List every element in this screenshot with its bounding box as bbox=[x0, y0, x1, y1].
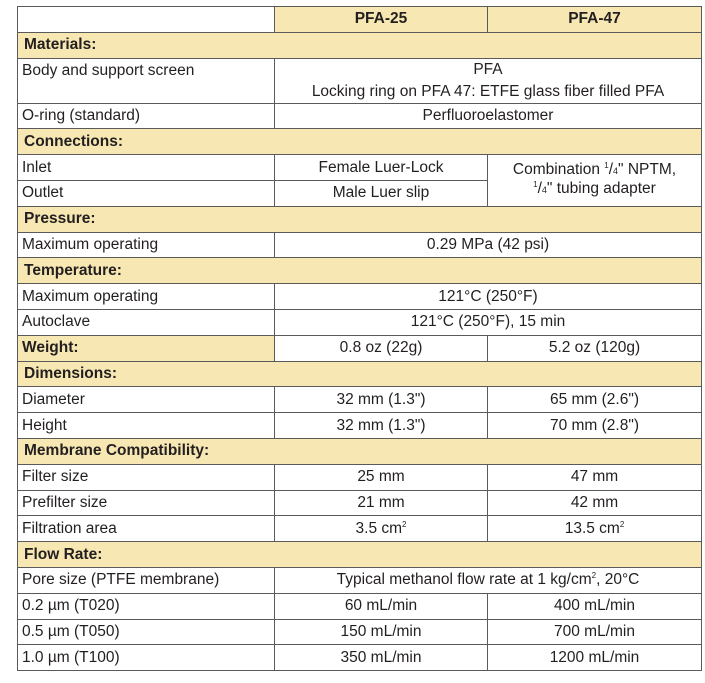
section-label: Pressure: bbox=[18, 206, 702, 232]
table-row bbox=[18, 232, 702, 258]
weight-pfa25: 0.8 oz (22g) bbox=[275, 335, 488, 361]
connections-pfa47 bbox=[488, 155, 702, 207]
header-pfa25: PFA-25 bbox=[275, 7, 488, 33]
row-label: O-ring (standard) bbox=[18, 103, 275, 129]
diameter-pfa25: 32 mm (1.3") bbox=[275, 387, 488, 413]
row-label: Outlet bbox=[18, 180, 275, 206]
row-label: Height bbox=[18, 413, 275, 439]
row-label: Filtration area bbox=[18, 516, 275, 542]
table-row bbox=[18, 309, 702, 335]
height-pfa25: 32 mm (1.3") bbox=[275, 413, 488, 439]
body-line1: PFA bbox=[473, 60, 503, 78]
row-label: Autoclave bbox=[18, 309, 275, 335]
table-row bbox=[18, 619, 702, 645]
flow-pfa25: 350 mL/min bbox=[275, 645, 488, 671]
row-label: Inlet bbox=[18, 155, 275, 181]
temperature-max-value: 121°C (250°F) bbox=[275, 284, 702, 310]
section-label: Membrane Compatibility: bbox=[18, 438, 702, 464]
section-connections bbox=[18, 129, 702, 155]
connections-pfa47-line1: Combination $^1$/4" NPTM, bbox=[512, 161, 677, 179]
table-row bbox=[18, 567, 702, 593]
diameter-pfa47: 65 mm (2.6") bbox=[488, 387, 702, 413]
section-weight: Weight: bbox=[18, 335, 275, 361]
row-label: Maximum operating bbox=[18, 284, 275, 310]
flow-pfa25: 150 mL/min bbox=[275, 619, 488, 645]
oring-value: Perfluoroelastomer bbox=[275, 103, 702, 129]
table-row bbox=[18, 58, 702, 103]
spec-table bbox=[17, 6, 702, 671]
header-row bbox=[18, 7, 702, 33]
table-row bbox=[18, 490, 702, 516]
pore-value: Typical methanol flow rate at 1 $kg/cm^2$, 20°C bbox=[275, 567, 702, 593]
section-label: Temperature: bbox=[18, 258, 702, 284]
header-blank bbox=[18, 7, 275, 33]
header-pfa47: PFA-47 bbox=[488, 7, 702, 33]
section-membrane bbox=[18, 438, 702, 464]
table-row bbox=[18, 464, 702, 490]
section-label: Flow Rate: bbox=[18, 542, 702, 568]
row-label: Filter size bbox=[18, 464, 275, 490]
row-label: Prefilter size bbox=[18, 490, 275, 516]
weight-pfa47: 5.2 oz (120g) bbox=[488, 335, 702, 361]
prefilter-pfa25: 21 mm bbox=[275, 490, 488, 516]
body-line2: Locking ring on PFA 47: ETFE glass fiber filled PFA bbox=[311, 82, 665, 100]
section-materials bbox=[18, 32, 702, 58]
body-value bbox=[275, 58, 702, 103]
row-label: Maximum operating bbox=[18, 232, 275, 258]
table-row bbox=[18, 413, 702, 439]
table-row bbox=[18, 645, 702, 671]
inlet-pfa25: Female Luer-Lock bbox=[275, 155, 488, 181]
autoclave-value: 121°C (250°F), 15 min bbox=[275, 309, 702, 335]
row-label: Pore size (PTFE membrane) bbox=[18, 567, 275, 593]
section-flow bbox=[18, 542, 702, 568]
row-label: 0.2 µm (T020) bbox=[18, 593, 275, 619]
area-pfa25: 3.5 $cm^2$ bbox=[275, 516, 488, 542]
row-label: Body and support screen bbox=[18, 58, 275, 103]
outlet-pfa25: Male Luer slip bbox=[275, 180, 488, 206]
height-pfa47: 70 mm (2.8") bbox=[488, 413, 702, 439]
table-row bbox=[18, 284, 702, 310]
flow-pfa47: 700 mL/min bbox=[488, 619, 702, 645]
connections-pfa47-line2: $^1$/4" tubing adapter bbox=[533, 180, 656, 198]
row-label: Diameter bbox=[18, 387, 275, 413]
section-temperature bbox=[18, 258, 702, 284]
table-row bbox=[18, 593, 702, 619]
table-row bbox=[18, 335, 702, 361]
table-row bbox=[18, 516, 702, 542]
section-label: Dimensions: bbox=[18, 361, 702, 387]
pressure-value: 0.29 MPa (42 psi) bbox=[275, 232, 702, 258]
table-row bbox=[18, 387, 702, 413]
filter-pfa25: 25 mm bbox=[275, 464, 488, 490]
table-row bbox=[18, 103, 702, 129]
section-dimensions bbox=[18, 361, 702, 387]
area-pfa47: 13.5 $cm^2$ bbox=[488, 516, 702, 542]
section-label: Materials: bbox=[18, 32, 702, 58]
flow-pfa47: 400 mL/min bbox=[488, 593, 702, 619]
prefilter-pfa47: 42 mm bbox=[488, 490, 702, 516]
flow-pfa47: 1200 mL/min bbox=[488, 645, 702, 671]
row-label: 1.0 µm (T100) bbox=[18, 645, 275, 671]
section-pressure bbox=[18, 206, 702, 232]
flow-pfa25: 60 mL/min bbox=[275, 593, 488, 619]
filter-pfa47: 47 mm bbox=[488, 464, 702, 490]
row-label: 0.5 µm (T050) bbox=[18, 619, 275, 645]
table-row bbox=[18, 155, 702, 181]
section-label: Connections: bbox=[18, 129, 702, 155]
